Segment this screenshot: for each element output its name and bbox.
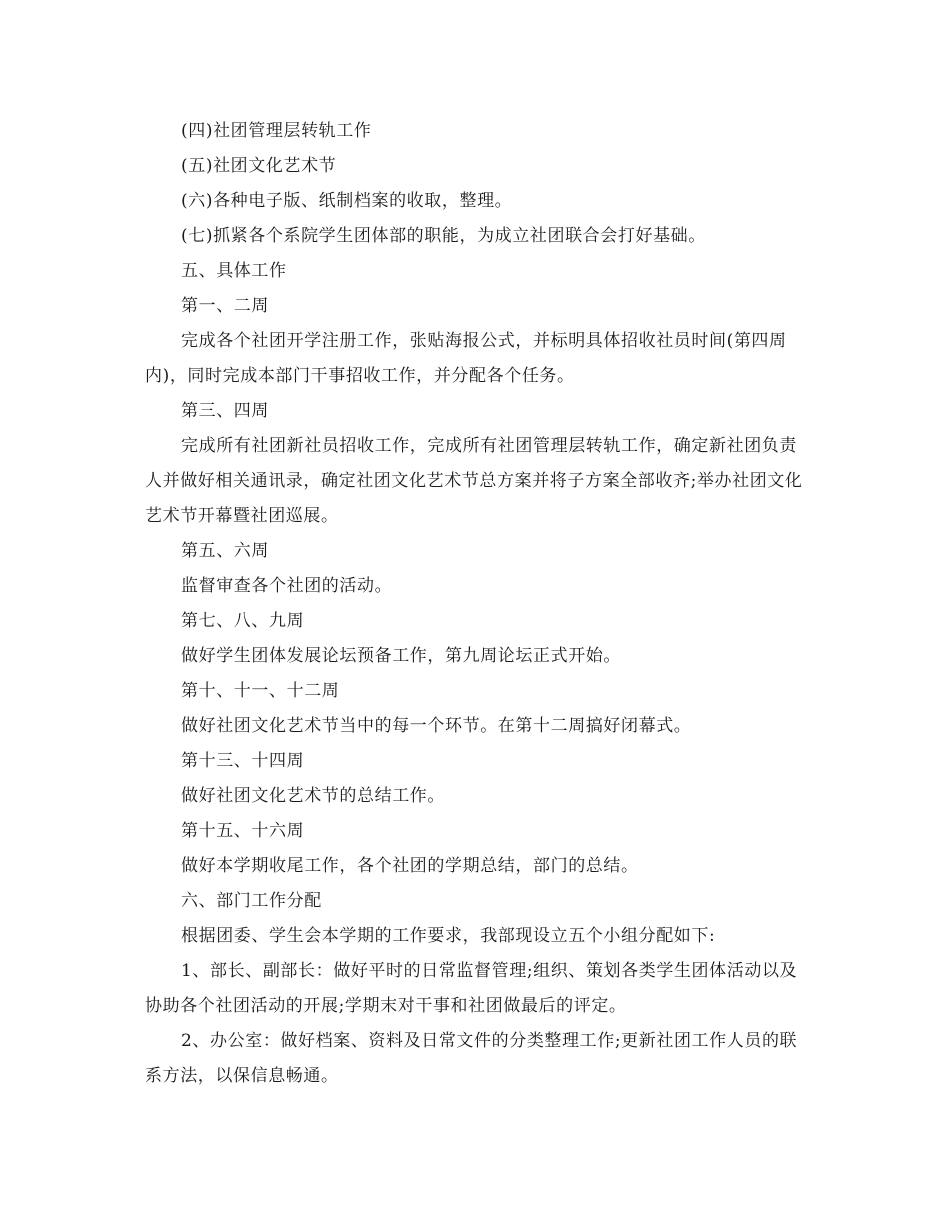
allocation-item-2: 2、办公室：做好档案、资料及日常文件的分类整理工作;更新社团工作人员的联系方法，以保信息畅通。 <box>145 1031 798 1086</box>
week-heading-15-16: 第十五、十六周 <box>181 821 305 841</box>
week-heading-1-2: 第一、二周 <box>181 296 269 316</box>
paragraph-subsection-5: (五)社团文化艺术节 <box>181 156 337 176</box>
week-heading-3-4: 第三、四周 <box>181 401 269 421</box>
week-text-5-6: 监督审查各个社团的活动。 <box>181 576 393 596</box>
allocation-item-1: 1、部长、副部长：做好平时的日常监督管理;组织、策划各类学生团体活动以及协助各个社团活动的开展;学期末对干事和社团做最后的评定。 <box>145 961 798 1016</box>
week-heading-13-14: 第十三、十四周 <box>181 751 305 771</box>
document-body <box>145 114 807 1094</box>
paragraph-subsection-6: (六)各种电子版、纸制档案的收取，整理。 <box>181 191 513 211</box>
week-text-7-9: 做好学生团体发展论坛预备工作，第九周论坛正式开始。 <box>181 646 621 666</box>
week-text-3-4: 完成所有社团新社员招收工作，完成所有社团管理层转轨工作，确定新社团负责人并做好相关通讯录，确定社团文化艺术节总方案并将子方案全部收齐;举办社团文化艺术节开幕暨社团巡展。 <box>145 436 803 526</box>
week-text-1-2: 完成各个社团开学注册工作，张贴海报公式，并标明具体招收社员时间(第四周内)，同时完成本部门干事招收工作，并分配各个任务。 <box>145 331 787 386</box>
week-text-15-16: 做好本学期收尾工作，各个社团的学期总结，部门的总结。 <box>181 856 639 876</box>
section-heading-work-allocation: 六、部门工作分配 <box>181 891 322 911</box>
paragraph-subsection-7: (七)抓紧各个系院学生团体部的职能，为成立社团联合会打好基础。 <box>181 226 706 246</box>
paragraph-subsection-4: (四)社团管理层转轨工作 <box>181 121 372 141</box>
week-heading-7-9: 第七、八、九周 <box>181 611 305 631</box>
week-heading-10-12: 第十、十一、十二周 <box>181 681 340 701</box>
week-text-10-12: 做好社团文化艺术节当中的每一个环节。在第十二周搞好闭幕式。 <box>181 716 692 736</box>
week-text-13-14: 做好社团文化艺术节的总结工作。 <box>181 786 445 806</box>
week-heading-5-6: 第五、六周 <box>181 541 269 561</box>
allocation-intro: 根据团委、学生会本学期的工作要求，我部现设立五个小组分配如下: <box>181 926 716 946</box>
section-heading-specific-work: 五、具体工作 <box>181 261 287 281</box>
